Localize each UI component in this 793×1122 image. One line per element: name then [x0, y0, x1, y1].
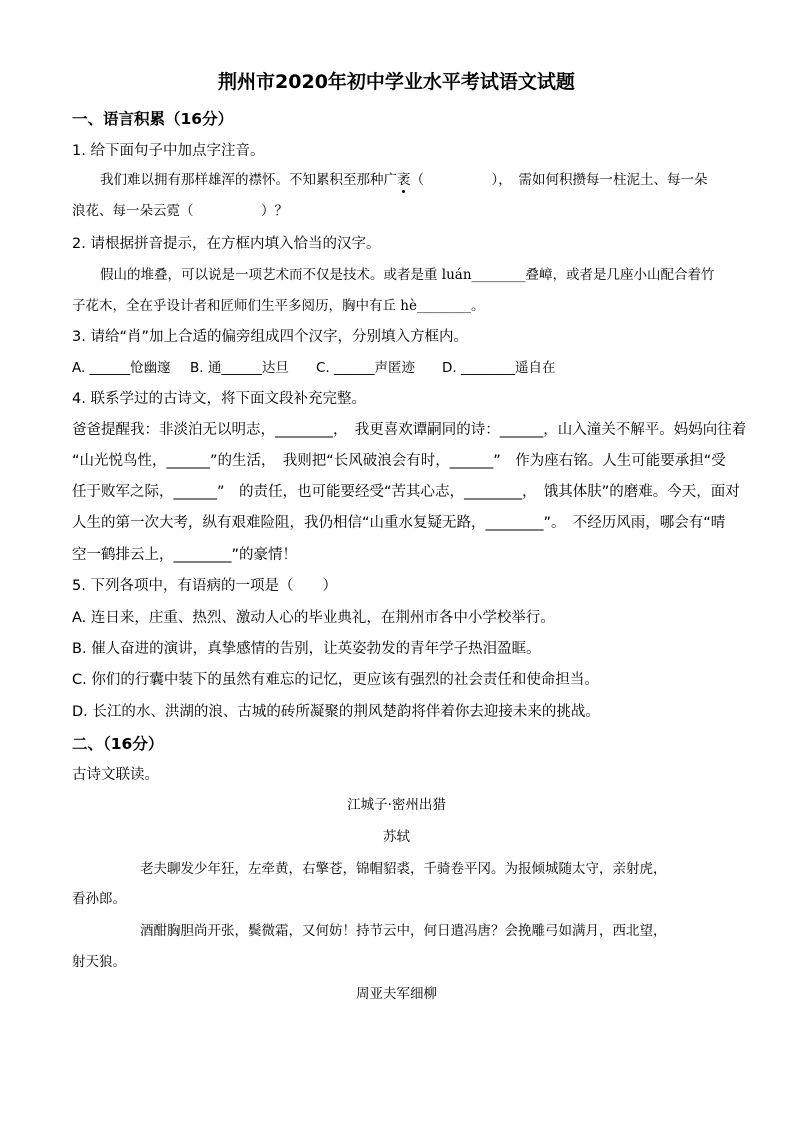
- q1-line1-b: （ ）， 需如何积攒每一柱泥土、每一朵: [410, 172, 708, 188]
- q4-line5: 空一鹤排云上，________”的豪情！: [72, 547, 298, 563]
- q1-dotted-char: 袤: [397, 172, 411, 188]
- q3-option-d: D. ________遥自在: [442, 360, 556, 376]
- q5-option-a: A. 连日来，庄重、热烈、激动人心的毕业典礼，在荆州市各中小学校举行。: [72, 610, 555, 626]
- poem-line4: 射天狼。: [72, 954, 126, 970]
- q1-sentence-line2: 浪花、每一朵云霓（ ）？: [72, 203, 288, 219]
- poem-line2: 看孙郎。: [72, 891, 126, 907]
- poem-line3: 酒酣胸胆尚开张，鬓微霜，又何妨！持节云中，何日遣冯唐？会挽雕弓如满月，西北望，: [140, 923, 667, 939]
- q5-option-b: B. 催人奋进的演讲，真挚感情的告别，让英姿勃发的青年学子热泪盈眶。: [72, 641, 541, 657]
- q4-line3: 任于败军之际，______” 的责任，也可能要经受“苦其心志，________， 饿其体肤”的磨难。今天，面对: [72, 484, 740, 500]
- q1-sentence-line1: [100, 171, 708, 189]
- q5-prompt: 5. 下列各项中，有语病的一项是（ ）: [72, 578, 337, 594]
- q4-line4: 人生的第一次大考，纵有艰难险阻，我仍相信“山重水复疑无路，________”。 不经历风雨，哪会有“晴: [72, 515, 726, 531]
- q4-line2: “山光悦鸟性，______”的生活， 我则把“长风破浪会有时，______” 作为座右铭。人生可能要承担“受: [72, 453, 726, 469]
- q5-option-c: C. 你们的行囊中装下的虽然有难忘的记忆，更应该有强烈的社会责任和使命担当。: [72, 672, 599, 688]
- q1-line1-a: 我们难以拥有那样雄浑的襟怀。不知累积至那种广: [100, 172, 397, 188]
- q2-line2: 子花木，全在乎设计者和匠师们生平多阅历，胸中有丘 hè________。: [72, 298, 485, 314]
- q1-prompt: 1. 给下面句子中加点字注音。: [72, 143, 265, 159]
- page-title: 荆州市2020年初中学业水平考试语文试题: [218, 71, 575, 93]
- q3-prompt: 3. 请给“肖”加上合适的偏旁组成四个汉字，分别填入方框内。: [72, 329, 468, 345]
- passage-title: 周亚夫军细柳: [356, 986, 437, 1002]
- q2-prompt: 2. 请根据拼音提示，在方框内填入恰当的汉字。: [72, 236, 381, 252]
- section2-intro: 古诗文联读。: [72, 767, 159, 783]
- q3-option-a: A. ______怆幽邃: [72, 360, 171, 376]
- poem-title: 江城子·密州出猎: [347, 797, 446, 813]
- q4-prompt: 4. 联系学过的古诗文，将下面文段补充完整。: [72, 391, 366, 407]
- q3-option-b: B. 通______达旦: [190, 360, 289, 376]
- poem-author: 苏轼: [383, 829, 410, 845]
- q2-line1: 假山的堆叠，可以说是一项艺术而不仅是技术。或者是重 luán________叠嶂，或者是几座小山配合着竹: [100, 267, 715, 283]
- section2-heading: 二、（16分）: [72, 735, 164, 753]
- q5-option-d: D. 长江的水、洪湖的浪、古城的砖所凝聚的荆风楚韵将伴着你去迎接未来的挑战。: [72, 704, 600, 720]
- q3-option-c: C. ______声匿迹: [316, 360, 416, 376]
- q4-line1: 爸爸提醒我：非淡泊无以明志，________， 我更喜欢谭嗣同的诗：______，山入潼关不解平。妈妈向往着: [72, 422, 747, 438]
- poem-line1: 老夫聊发少年狂，左牵黄，右擎苍，锦帽貂裘，千骑卷平冈。为报倾城随太守，亲射虎，: [140, 861, 667, 877]
- section1-heading: 一、语言积累（16分）: [72, 110, 234, 128]
